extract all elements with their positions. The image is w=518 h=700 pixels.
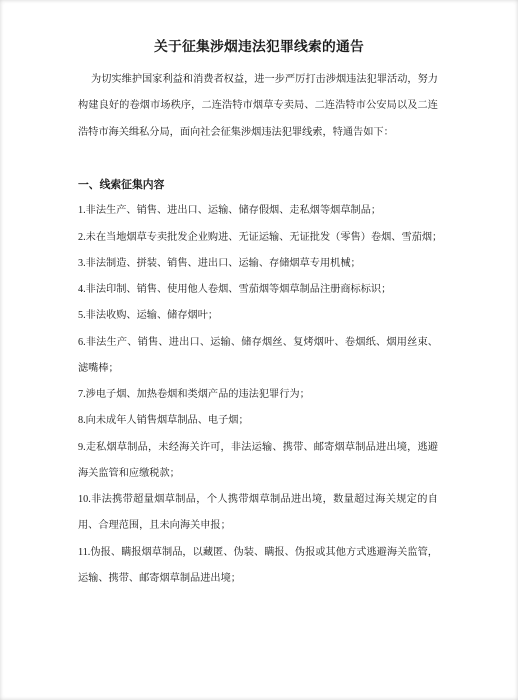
document-title: 关于征集涉烟违法犯罪线索的通告 — [154, 39, 364, 54]
list-item — [78, 303, 438, 329]
list-item — [78, 382, 438, 408]
list-item — [78, 435, 438, 488]
list-item-line: 5.非法收购、运输、储存烟叶； — [78, 310, 219, 322]
list-item — [78, 251, 438, 277]
list-item-line: 运输、携带、邮寄烟草制品进出境； — [78, 572, 241, 584]
list-item — [78, 487, 438, 540]
paragraph-spacer — [78, 146, 438, 172]
list-item-line: 10.非法携带超量烟草制品，个人携带烟草制品进出境，数量超过海关规定的自 — [78, 494, 438, 505]
list-item-line: 4.非法印制、销售、使用他人卷烟、雪茄烟等烟草制品注册商标标识； — [78, 284, 392, 295]
list-item-line: 8.向未成年人销售烟草制品、电子烟； — [78, 415, 249, 427]
intro-line: 浩特市海关缉私分局，面向社会征集涉烟违法犯罪线索，特通告如下： — [78, 126, 394, 138]
list-item — [78, 277, 438, 303]
intro-line: 构建良好的卷烟市场秩序，二连浩特市烟草专卖局、二连浩特市公安局以及二连 — [78, 100, 438, 112]
list-item-line: 9.走私烟草制品，未经海关许可，非法运输、携带、邮寄烟草制品进出境，逃避 — [78, 441, 438, 453]
list-item-line: 1.非法生产、销售、进出口、运输、储存假烟、走私烟等烟草制品； — [78, 205, 382, 217]
list-item-line: 滤嘴棒； — [78, 362, 119, 374]
list-item-line: 3.非法制造、拼装、销售、进出口、运输、存储烟草专用机械； — [78, 257, 361, 269]
list-item — [78, 330, 438, 383]
list-item-line: 7.涉电子烟、加热卷烟和类烟产品的违法犯罪行为； — [78, 389, 310, 400]
document-body — [78, 67, 443, 592]
list-item-line: 2.未在当地烟草专卖批发企业购进、无证运输、无证批发（零售）卷烟、雪茄烟； — [78, 231, 443, 243]
intro-paragraph — [78, 67, 438, 146]
list-item-line: 11.伪报、瞒报烟草制品，以藏匿、伪装、瞒报、伪报或其他方式逃避海关监管， — [78, 546, 438, 558]
list-item — [78, 408, 438, 434]
intro-line: 为切实维护国家利益和消费者权益，进一步严厉打击涉烟违法犯罪活动，努力 — [91, 74, 438, 85]
list-item-line: 6.非法生产、销售、进出口、运输、储存烟丝、复烤烟叶、卷烟纸、烟用丝束、 — [78, 336, 438, 348]
list-item-line: 海关监管和应缴税款； — [78, 467, 180, 479]
list-item — [78, 540, 438, 593]
list-item — [78, 225, 443, 251]
section-heading: 一、线索征集内容 — [78, 179, 165, 191]
list-item — [78, 198, 438, 224]
list-item-line: 用、合理范围，且未向海关申报； — [78, 520, 231, 532]
